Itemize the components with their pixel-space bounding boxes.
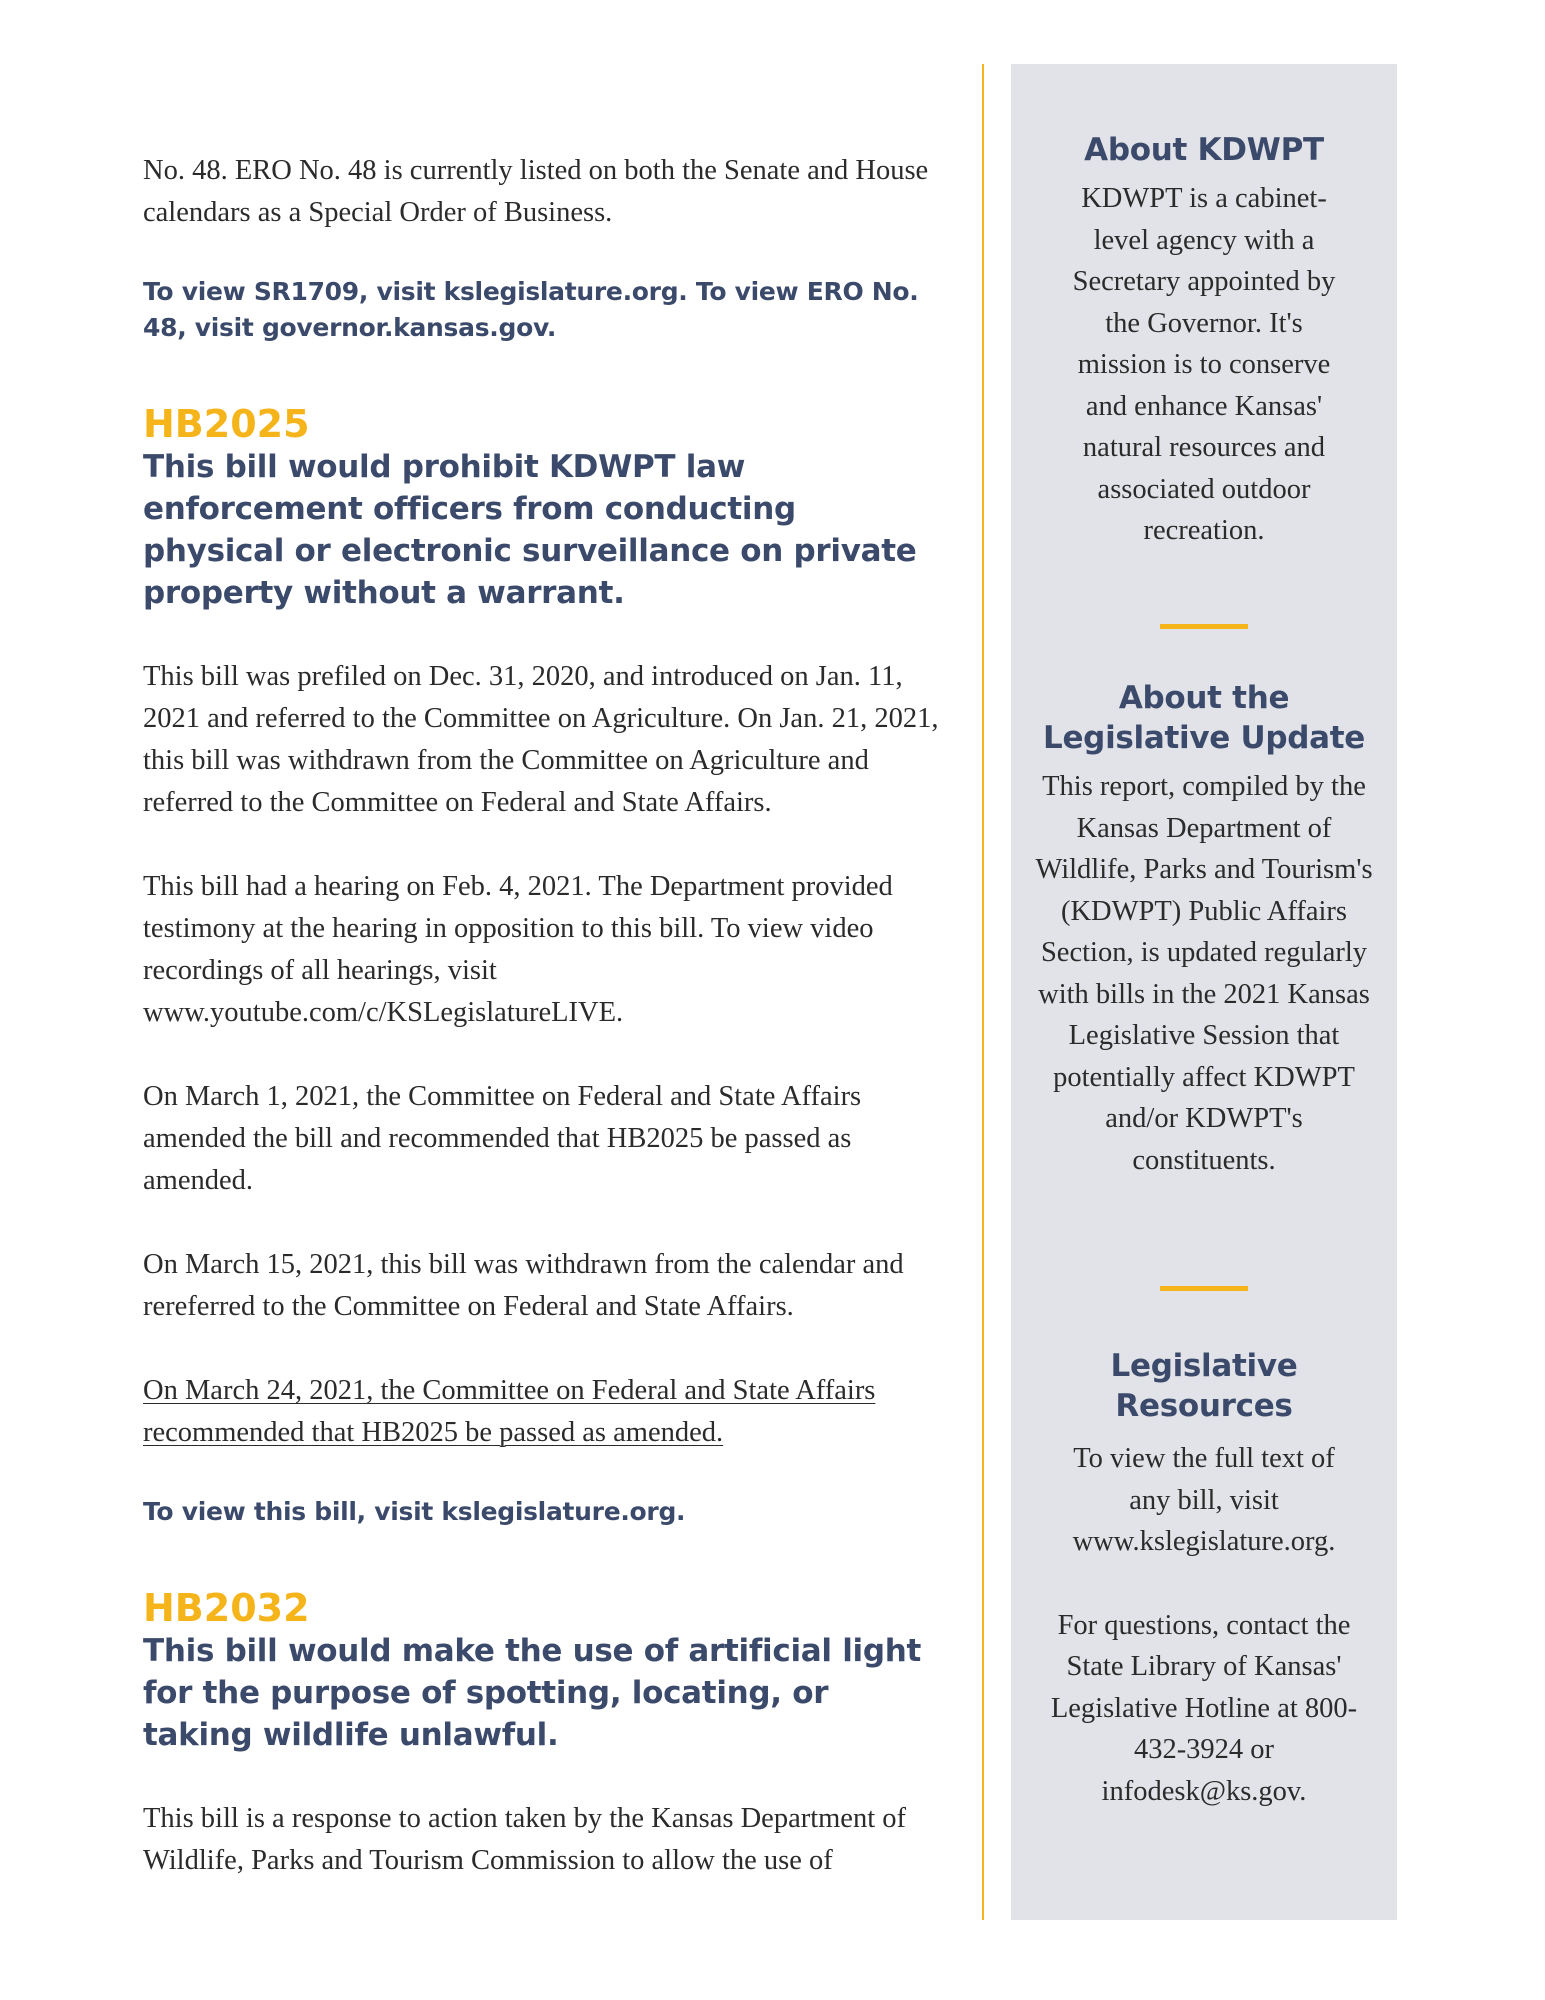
bill-paragraph: This bill had a hearing on Feb. 4, 2021. The Department provided testimony at the hearing in opposition to this bill. To view video recordings of all hearings, visit www.youtube.com/c/KSLegislatureLIVE. bbox=[143, 871, 893, 1028]
sidebar-about-update bbox=[1011, 678, 1397, 1181]
main-column bbox=[143, 150, 943, 1882]
sidebar-divider bbox=[1160, 624, 1248, 629]
bill-hb2025 bbox=[143, 402, 943, 1530]
sidebar-title: About the Legislative Update bbox=[1043, 680, 1365, 756]
bill-summary-heading: This bill would make the use of artificial light for the purpose of spotting, locating, or taking wildlife unlawful. bbox=[143, 1633, 922, 1753]
bill-paragraph: On March 1, 2021, the Committee on Federal and State Affairs amended the bill and recommended that HB2025 be passed as amended. bbox=[143, 1081, 862, 1196]
bill-latest-action: On March 24, 2021, the Committee on Federal and State Affairs recommended that HB2025 be passed as amended. bbox=[143, 1375, 876, 1448]
bill-paragraph: This bill was prefiled on Dec. 31, 2020, and introduced on Jan. 11, 2021 and referred to the Committee on Agriculture. On Jan. 21, 2021, this bill was withdrawn from the Committee on Agriculture and referred to the Committee on Federal and State Affairs. bbox=[143, 661, 939, 818]
intro-paragraph: No. 48. ERO No. 48 is currently listed on both the Senate and House calendars as a Special Order of Business. bbox=[143, 155, 929, 228]
sidebar-about-kdwpt bbox=[1011, 130, 1397, 552]
sidebar-title: About KDWPT bbox=[1084, 132, 1324, 168]
column-divider bbox=[982, 64, 984, 1920]
intro-link-note: To view SR1709, visit kslegislature.org. To view ERO No. 48, visit governor.kansas.gov. bbox=[143, 277, 919, 342]
sidebar bbox=[1011, 64, 1397, 1920]
bill-link-note: To view this bill, visit kslegislature.org. bbox=[143, 1497, 686, 1526]
sidebar-text: To view the full text of any bill, visit www.kslegislature.org. bbox=[1072, 1443, 1336, 1557]
sidebar-text: This report, compiled by the Kansas Department of Wildlife, Parks and Tourism's (KDWPT) Public Affairs Section, is updated regularly with bills in the 2021 Kansas Legislative Session that potentially affect KDWPT and/or KDWPT's constituents. bbox=[1035, 771, 1373, 1176]
bill-hb2032 bbox=[143, 1586, 943, 1882]
sidebar-divider bbox=[1160, 1286, 1248, 1291]
bill-id-heading: HB2032 bbox=[143, 1586, 310, 1630]
bill-id-heading: HB2025 bbox=[143, 402, 310, 446]
sidebar-text: For questions, contact the State Library of Kansas' Legislative Hotline at 800-432-3924 or infodesk@ks.gov. bbox=[1050, 1609, 1358, 1807]
bill-summary-heading: This bill would prohibit KDWPT law enforcement officers from conducting physical or electronic surveillance on private property without a warrant. bbox=[143, 449, 917, 611]
bill-paragraph: On March 15, 2021, this bill was withdrawn from the calendar and rereferred to the Committee on Federal and State Affairs. bbox=[143, 1249, 904, 1322]
sidebar-text: KDWPT is a cabinet-level agency with a Secretary appointed by the Governor. It's mission is to conserve and enhance Kansas' natural resources and associated outdoor recreation. bbox=[1072, 183, 1336, 546]
sidebar-resources bbox=[1011, 1346, 1397, 1812]
bill-paragraph: This bill is a response to action taken by the Kansas Department of Wildlife, Parks and Tourism Commission to allow the use of bbox=[143, 1803, 906, 1876]
sidebar-title: Legislative Resources bbox=[1110, 1348, 1298, 1424]
